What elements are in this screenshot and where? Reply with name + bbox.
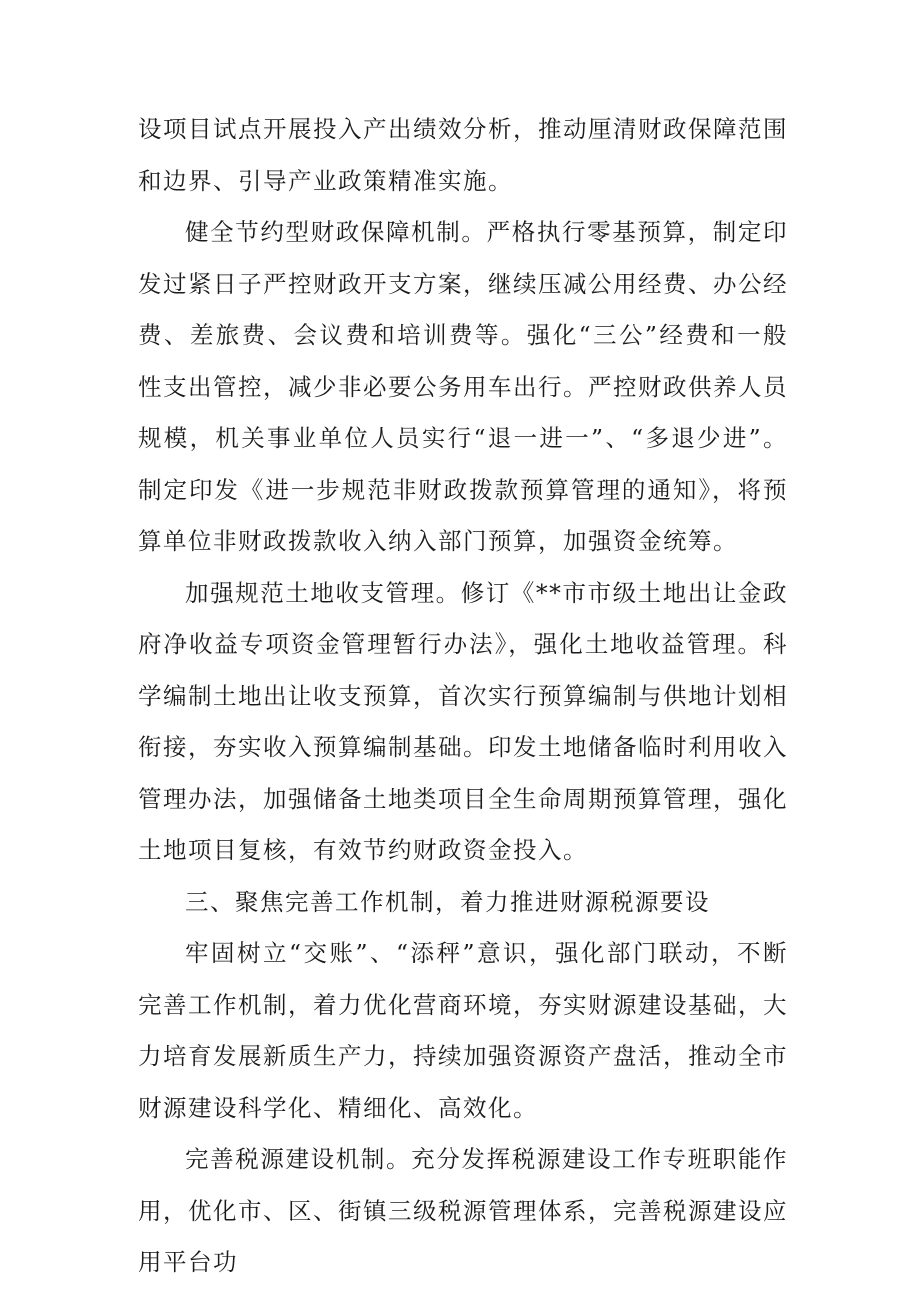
paragraph-land-revenue-management: 加强规范土地收支管理。修订《**市市级土地出让金政府净收益专项资金管理暂行办法》，强化土地收益管理。科学编制土地出让收支预算，首次实行预算编制与供地计划相衔接，夯实收入预算编制基础。印发土地储备临时利用收入管理办法，加强储备土地类项目全生命周期预算管理，强化土地项目复核，有效节约财政资金投入。 <box>138 578 788 864</box>
document-body <box>138 104 788 1289</box>
paragraph-work-mechanism: 牢固树立“交账”、“添秤”意识，强化部门联动，不断完善工作机制，着力优化营商环境，夯实财源建设基础，大力培育发展新质生产力，持续加强资源资产盘活，推动全市财源建设科学化、精细化、高效化。 <box>138 939 788 1122</box>
paragraph-tax-source-mechanism: 完善税源建设机制。充分发挥税源建设工作专班职能作用，优化市、区、街镇三级税源管理体系，完善税源建设应用平台功 <box>138 1145 788 1276</box>
section-heading: 三、聚焦完善工作机制，着力推进财源税源要设 <box>185 887 710 916</box>
paragraph-continuation: 设项目试点开展投入产出绩效分析，推动厘清财政保障范围和边界、引导产业政策精准实施。 <box>138 115 788 195</box>
paragraph-frugal-fiscal-mechanism: 健全节约型财政保障机制。严格执行零基预算，制定印发过紧日子严控财政开支方案，继续压减公用经费、办公经费、差旅费、会议费和培训费等。强化“三公”经费和一般性支出管控，减少非必要公务用车出行。严控财政供养人员规模，机关事业单位人员实行“退一进一”、“多退少进”。制定印发《进一步规范非财政拨款预算管理的通知》，将预算单位非财政拨款收入纳入部门预算，加强资金统筹。 <box>138 218 788 555</box>
